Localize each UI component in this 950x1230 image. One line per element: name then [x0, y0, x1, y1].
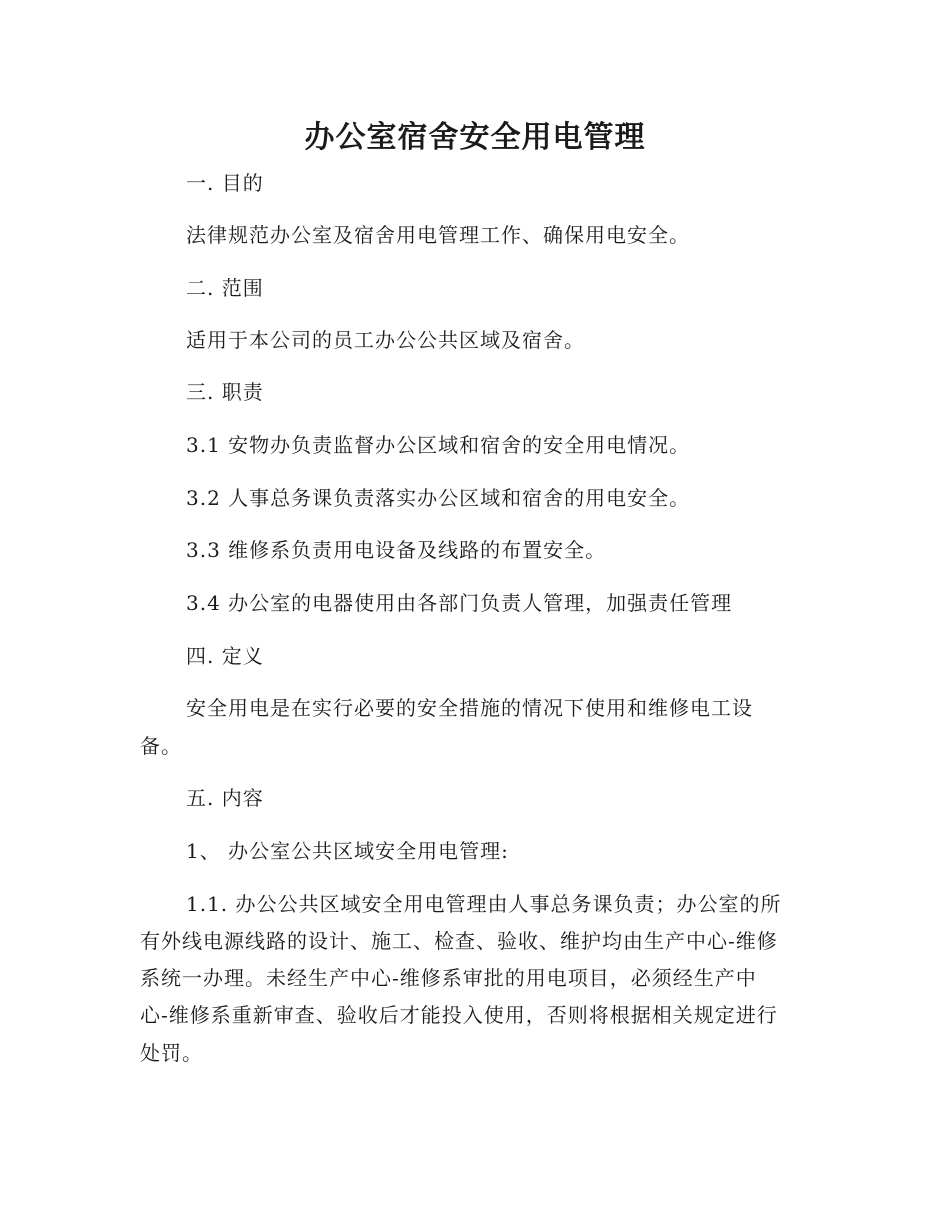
content-paragraph-line: 系统一办理。未经生产中心-维修系审批的用电项目，必须经生产中 — [140, 966, 757, 990]
heading-purpose: 一. 目的 — [186, 171, 264, 195]
content-paragraph-line: 处罚。 — [140, 1041, 203, 1065]
paragraph-definition-line: 安全用电是在实行必要的安全措施的情况下使用和维修电工设 — [186, 696, 753, 720]
heading-definition: 四. 定义 — [186, 644, 264, 668]
paragraph-definition-line: 备。 — [140, 734, 182, 758]
content-paragraph-line: 心-维修系重新审查、验收后才能投入使用，否则将根据相关规定进行 — [140, 1003, 778, 1027]
document-title: 办公室宿舍安全用电管理 — [304, 120, 646, 155]
content-subheading: 1、 办公室公共区域安全用电管理: — [186, 839, 509, 863]
responsibility-item: 3.3 维修系负责用电设备及线路的布置安全。 — [186, 538, 607, 562]
paragraph-scope: 适用于本公司的员工办公公共区域及宿舍。 — [186, 328, 585, 352]
content-paragraph-line: 1.1. 办公公共区域安全用电管理由人事总务课负责；办公室的所 — [186, 892, 782, 916]
content-paragraph-line: 有外线电源线路的设计、施工、检查、验收、维护均由生产中心-维修 — [140, 929, 778, 953]
paragraph-purpose: 法律规范办公室及宿舍用电管理工作、确保用电安全。 — [186, 223, 690, 247]
responsibility-item: 3.4 办公室的电器使用由各部门负责人管理，加强责任管理 — [186, 591, 733, 615]
heading-scope: 二. 范围 — [186, 276, 264, 300]
responsibility-item: 3.1 安物办负责监督办公区域和宿舍的安全用电情况。 — [186, 433, 691, 457]
heading-content: 五. 内容 — [186, 786, 264, 810]
heading-responsibility: 三. 职责 — [186, 380, 264, 404]
responsibility-item: 3.2 人事总务课负责落实办公区域和宿舍的用电安全。 — [186, 486, 691, 510]
